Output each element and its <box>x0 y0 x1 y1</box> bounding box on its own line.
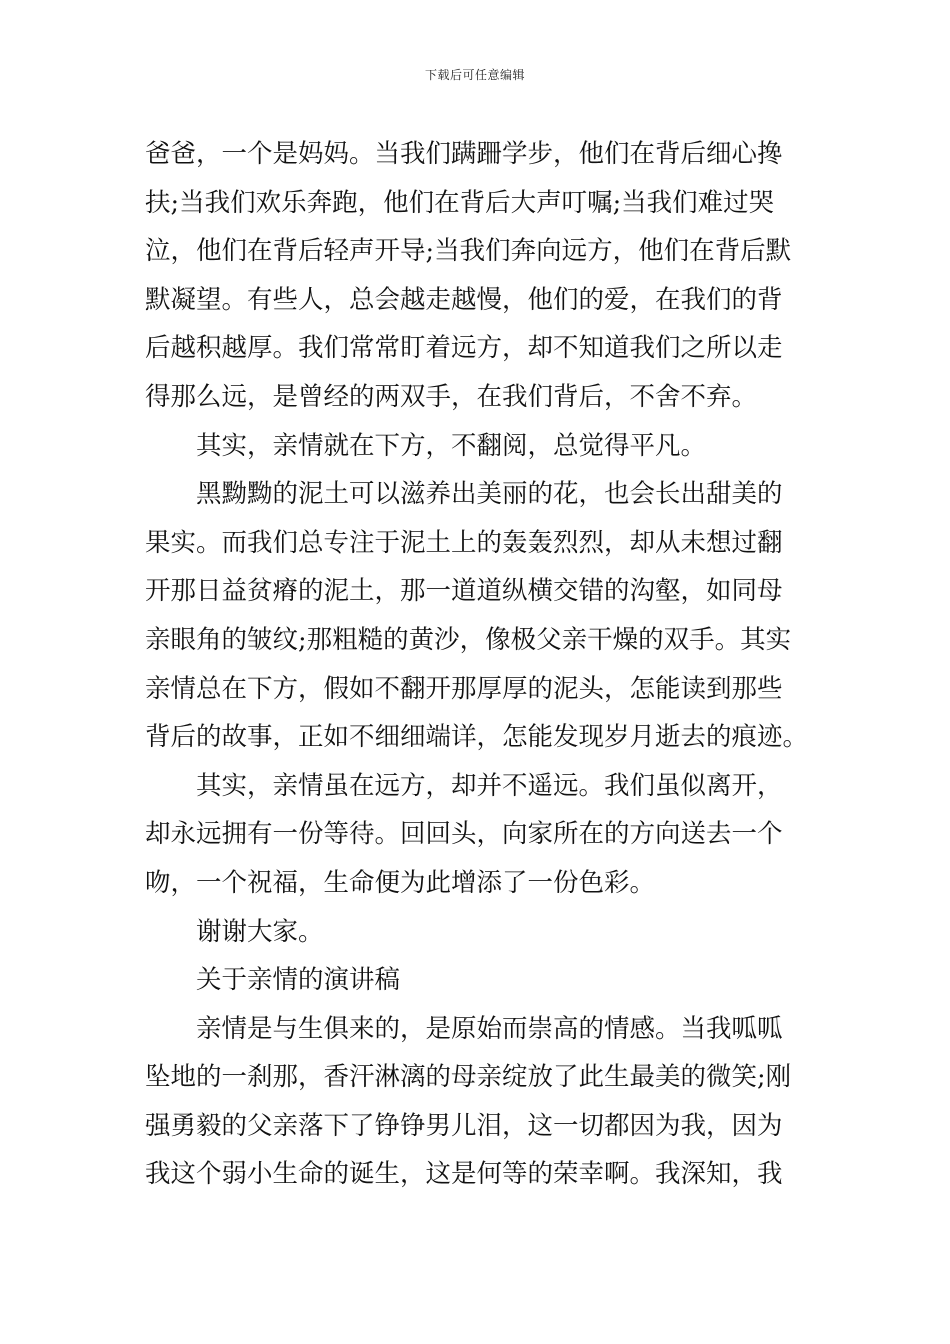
text-line: 泣，他们在背后轻声开导;当我们奔向远方，他们在背后默 <box>145 236 792 267</box>
text-line: 果实。而我们总专注于泥土上的轰轰烈烈，却从未想过翻 <box>145 527 783 558</box>
text-line: 默凝望。有些人，总会越走越慢，他们的爱，在我们的背 <box>145 284 783 315</box>
text-line: 亲眼角的皱纹;那粗糙的黄沙，像极父亲干燥的双手。其实 <box>145 624 792 655</box>
text-line: 吻，一个祝福，生命便为此增添了一份色彩。 <box>145 867 656 898</box>
section-title: 关于亲情的演讲稿 <box>196 965 401 996</box>
text-line: 却永远拥有一份等待。回回头，向家所在的方向送去一个 <box>145 819 783 850</box>
text-line: 黑黝黝的泥土可以滋养出美丽的花，也会长出甜美的 <box>196 479 783 510</box>
text-line: 谢谢大家。 <box>196 916 324 947</box>
text-line: 爸爸，一个是妈妈。当我们蹒跚学步，他们在背后细心搀 <box>145 139 783 169</box>
text-line: 亲情是与生俱来的，是原始而崇高的情感。当我呱呱 <box>196 1013 783 1044</box>
text-line: 其实，亲情就在下方，不翻阅，总觉得平凡。 <box>196 430 707 461</box>
text-line: 后越积越厚。我们常常盯着远方，却不知道我们之所以走 <box>145 333 783 364</box>
text-line: 我这个弱小生命的诞生，这是何等的荣幸啊。我深知，我 <box>145 1159 783 1190</box>
text-line: 扶;当我们欢乐奔跑，他们在背后大声叮嘱;当我们难过哭 <box>145 187 775 218</box>
body-text <box>145 130 809 1199</box>
text-line: 坠地的一刹那，香汗淋漓的母亲绽放了此生最美的微笑;刚 <box>145 1062 792 1093</box>
text-line: 其实，亲情虽在远方，却并不遥远。我们虽似离开， <box>196 770 783 801</box>
text-line: 开那日益贫瘠的泥土，那一道道纵横交错的沟壑，如同母 <box>145 576 783 607</box>
text-line: 亲情总在下方，假如不翻开那厚厚的泥头，怎能读到那些 <box>145 673 783 704</box>
text-line: 背后的故事，正如不细细端详，怎能发现岁月逝去的痕迹。 <box>145 722 809 753</box>
header-note: 下载后可任意编辑 <box>424 68 525 82</box>
text-line: 得那么远，是曾经的两双手，在我们背后，不舍不弃。 <box>145 381 758 412</box>
text-line: 强勇毅的父亲落下了铮铮男儿泪，这一切都因为我，因为 <box>145 1110 783 1141</box>
